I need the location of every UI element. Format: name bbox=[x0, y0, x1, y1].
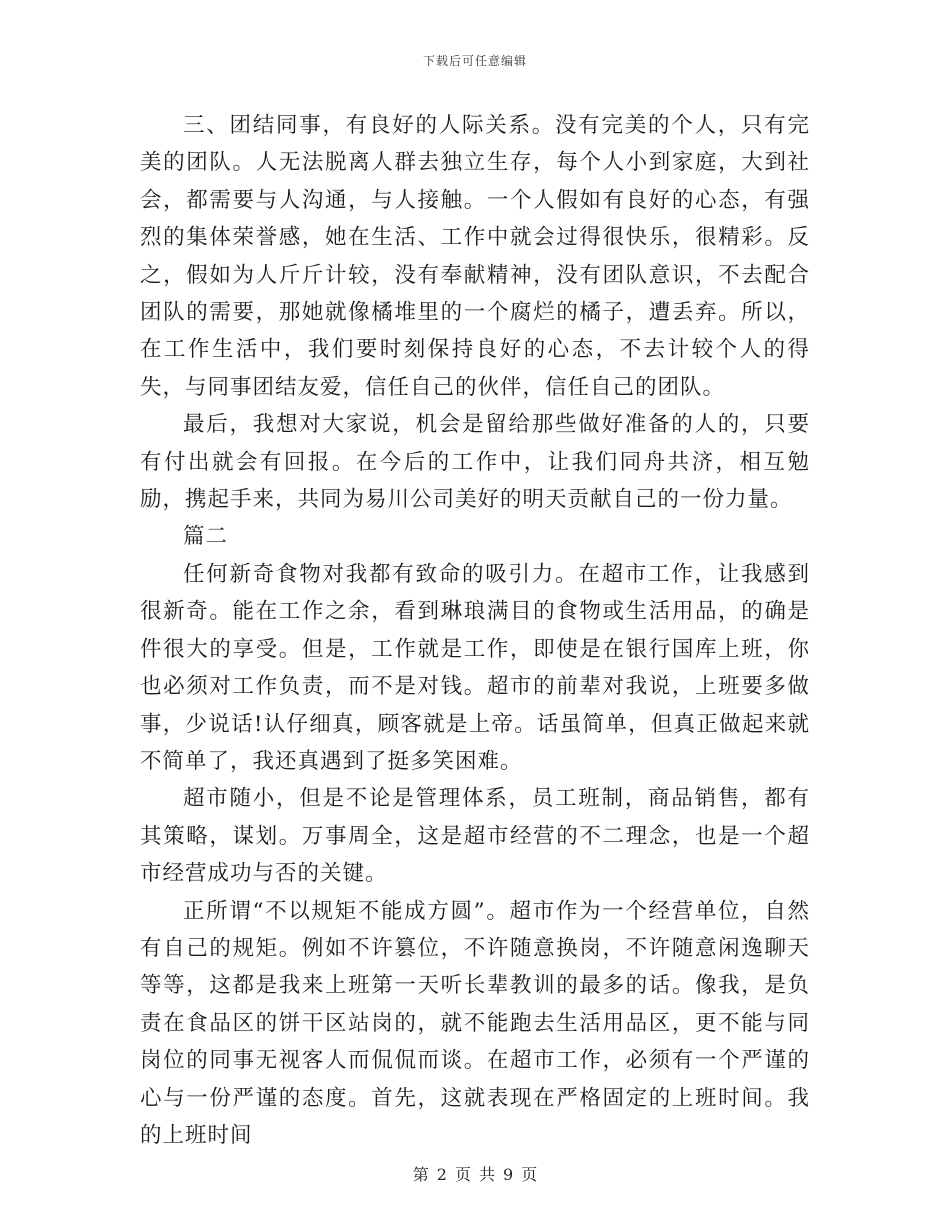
paragraph: 任何新奇食物对我都有致命的吸引力。在超市工作，让我感到很新奇。能在工作之余，看到琳琅满目的食物或生活用品，的确是件很大的享受。但是，工作就是工作，即使是在银行国库上班，你也必须对工作负责，而不是对钱。超市的前辈对我说，上班要多做事，少说话!认仔细真，顾客就是上帝。话虽简单，但真正做起来就不简单了，我还真遇到了挺多笑困难。 bbox=[140, 561, 810, 774]
paragraph: 超市随小，但是不论是管理体系，员工班制，商品销售，都有其策略，谋划。万事周全，这是超市经营的不二理念，也是一个超市经营成功与否的关键。 bbox=[140, 786, 810, 887]
page-total: 9 bbox=[503, 1165, 514, 1184]
paragraph: 三、团结同事，有良好的人际关系。没有完美的个人，只有完美的团队。人无法脱离人群去独立生存，每个人小到家庭，大到社会，都需要与人沟通，与人接触。一个人假如有良好的心态，有强烈的集体荣誉感，她在生活、工作中就会过得很快乐，很精彩。反之，假如为人斤斤计较，没有奉献精神，没有团队意识，不去配合团队的需要，那她就像橘堆里的一个腐烂的橘子，遭丢弃。所以，在工作生活中，我们要时刻保持良好的心态，不去计较个人的得失，与同事团结友爱，信任自己的伙伴，信任自己的团队。 bbox=[140, 113, 810, 400]
page-current: 2 bbox=[436, 1165, 447, 1184]
total-prefix: 共 bbox=[479, 1165, 496, 1184]
total-unit: 页 bbox=[521, 1165, 538, 1184]
paragraph: 最后，我想对大家说，机会是留给那些做好准备的人的，只要有付出就会有回报。在今后的工作中，让我们同舟共济，相互勉励，携起手来，共同为易川公司美好的明天贡献自己的一份力量。 bbox=[140, 412, 810, 513]
section-heading: 篇二 bbox=[183, 524, 229, 550]
paragraph: 正所谓“不以规矩不能成方圆”。超市作为一个经营单位，自然有自己的规矩。例如不许篡位，不许随意换岗，不许随意闲逸聊天等等，这都是我来上班第一天听长辈教训的最多的话。像我，是负责在食品区的饼干区站岗的，就不能跑去生活用品区，更不能与同岗位的同事无视客人而侃侃而谈。在超市工作，必须有一个严谨的心与一份严谨的态度。首先，这就表现在严格固定的上班时间。我的上班时间 bbox=[140, 898, 810, 1148]
page-unit: 页 bbox=[454, 1165, 471, 1184]
document-body bbox=[140, 107, 810, 1154]
page-prefix: 第 bbox=[412, 1165, 429, 1184]
page-footer bbox=[0, 1162, 950, 1185]
page-header: 下载后可任意编辑 bbox=[422, 54, 527, 68]
